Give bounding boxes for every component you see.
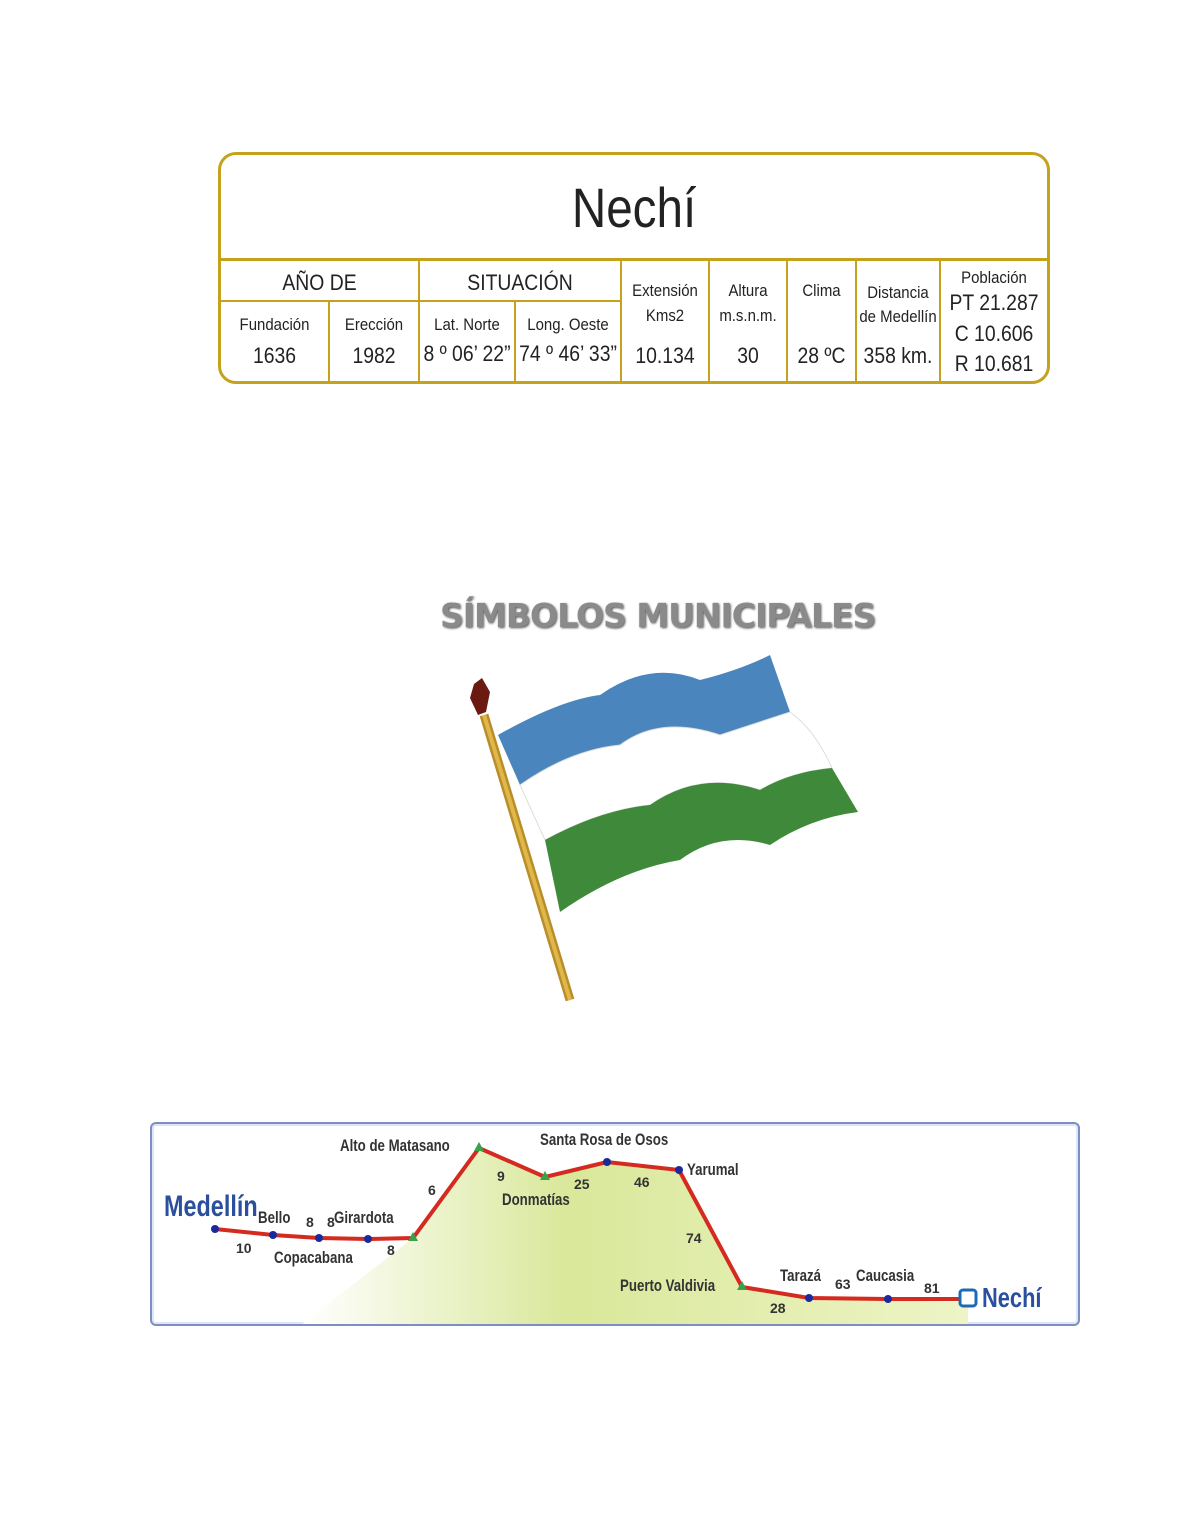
route-map	[150, 1122, 1080, 1326]
distance-label: 74	[686, 1230, 702, 1246]
distance-label: 63	[835, 1276, 851, 1292]
long-value: 74 º 46’ 33”	[519, 341, 617, 366]
altura-unit: m.s.n.m.	[719, 306, 777, 325]
place-medellin: Medellín	[164, 1190, 258, 1223]
distance-label: 28	[770, 1300, 786, 1316]
flag-finial	[470, 678, 490, 715]
poblacion-label: Población	[961, 268, 1027, 287]
situacion-header: SITUACIÓN	[467, 270, 573, 295]
ereccion-label: Erección	[344, 315, 404, 334]
distance-label: 9	[497, 1168, 505, 1184]
distance-label: 8	[387, 1242, 395, 1258]
clima-value: 28 ºC	[797, 343, 846, 368]
extension-value: 10.134	[635, 343, 695, 368]
place-donmatias: Donmatías	[502, 1190, 570, 1209]
place-taraza: Tarazá	[780, 1266, 822, 1285]
clima-label: Clima	[802, 281, 841, 300]
info-table	[218, 152, 1050, 384]
extension-label: Extensión	[632, 281, 698, 300]
poblacion-rural: R 10.681	[954, 351, 1034, 376]
distance-label: 10	[236, 1240, 252, 1256]
ereccion-value: 1982	[352, 343, 396, 368]
extension-unit: Kms2	[645, 306, 685, 325]
altura-value: 30	[737, 343, 759, 368]
lat-label: Lat. Norte	[434, 315, 500, 334]
distancia-label: Distancia	[867, 283, 929, 302]
flag-image	[440, 640, 880, 1020]
place-caucasia: Caucasia	[856, 1266, 915, 1285]
place-bello: Bello	[258, 1208, 291, 1227]
poblacion-total: PT 21.287	[949, 290, 1039, 315]
long-label: Long. Oeste	[527, 315, 609, 334]
distancia-label-2: de Medellín	[859, 307, 937, 326]
distance-label: 81	[924, 1280, 940, 1296]
lat-value: 8 º 06’ 22”	[423, 341, 511, 366]
altura-label: Altura	[728, 281, 768, 300]
distance-label: 46	[634, 1174, 650, 1190]
distance-label: 8	[327, 1214, 335, 1230]
distance-label: 8	[306, 1214, 314, 1230]
ano-de-header: AÑO DE	[282, 270, 357, 295]
distance-label: 25	[574, 1176, 590, 1192]
distancia-value: 358 km.	[863, 343, 933, 368]
poblacion-cabecera: C 10.606	[954, 321, 1034, 346]
fundacion-label: Fundación	[239, 315, 310, 334]
place-puerto-valdivia: Puerto Valdivia	[620, 1276, 716, 1295]
place-girardota: Girardota	[334, 1208, 394, 1227]
symbols-title: SÍMBOLOS MUNICIPALES	[440, 596, 876, 635]
distance-label: 6	[428, 1182, 436, 1198]
place-nechi: Nechí	[982, 1282, 1042, 1313]
place-santa-rosa: Santa Rosa de Osos	[540, 1130, 669, 1149]
place-copacabana: Copacabana	[274, 1248, 353, 1267]
page-title: Nechí	[571, 176, 697, 239]
place-alto-matasano: Alto de Matasano	[340, 1136, 450, 1155]
place-yarumal: Yarumal	[687, 1160, 739, 1179]
fundacion-value: 1636	[252, 343, 297, 368]
nechi-marker-icon	[960, 1290, 976, 1306]
